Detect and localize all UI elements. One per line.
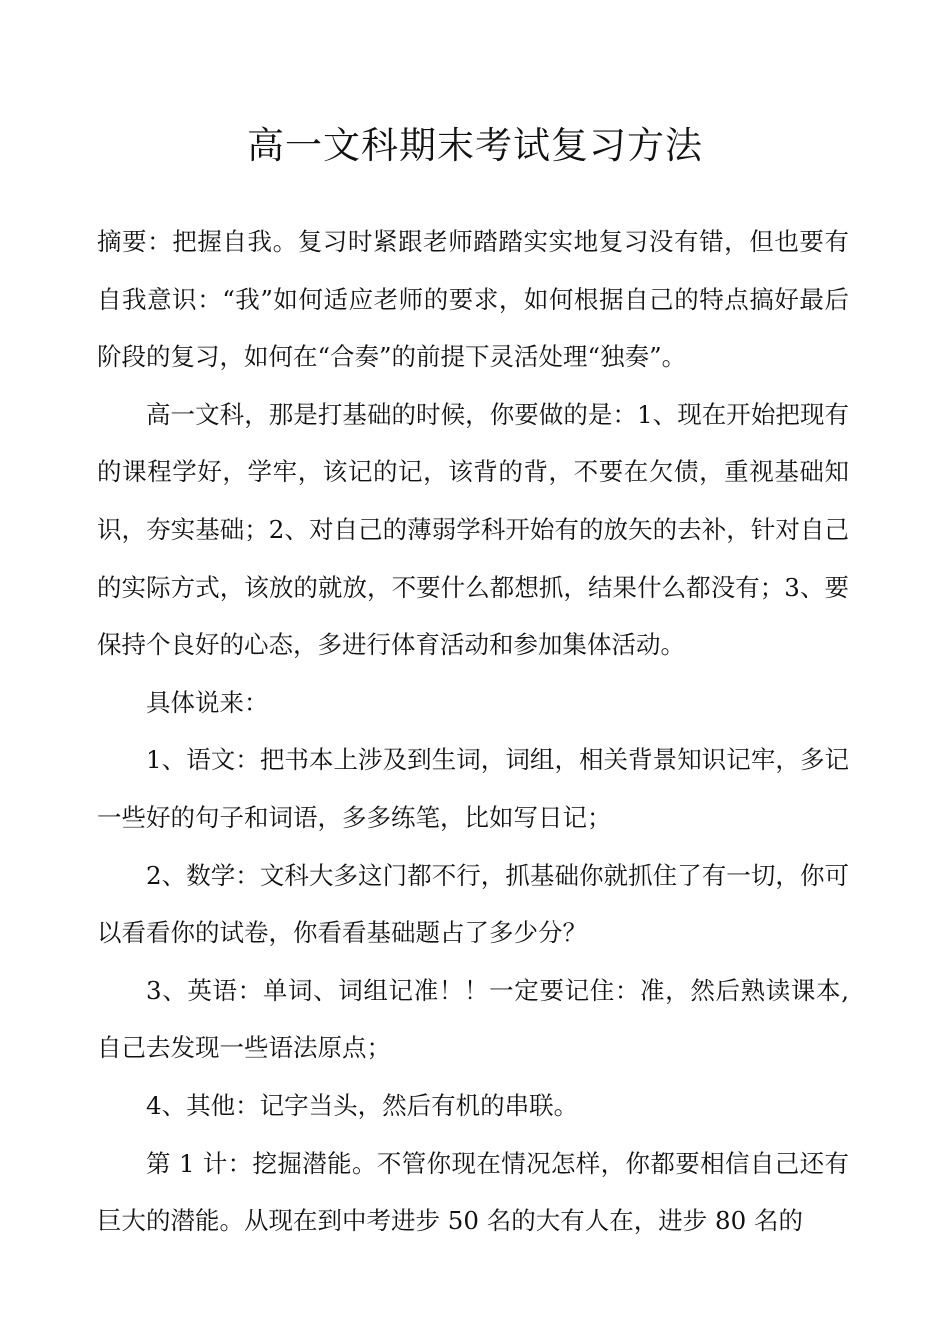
tip-one-paragraph: 第 1 计：挖掘潜能。不管你现在情况怎样，你都要相信自己还有巨大的潜能。从现在到中考进步 50 名的大有人在，进步 80 名的 [97,1148,849,1236]
other-subjects-paragraph: 4、其他：记字当头，然后有机的串联。 [146,1090,579,1120]
math-subject-paragraph: 2、数学：文科大多这门都不行，抓基础你就抓住了有一切，你可以看看你的试卷，你看看基础题占了多少分？ [97,860,849,948]
english-subject-paragraph: 3、英语：单词、词组记准！！一定要记住：准，然后熟读课本, 自己去发现一些语法原点； [97,975,849,1063]
intro-paragraph: 高一文科，那是打基础的时候，你要做的是：1、现在开始把现有的课程学好，学牢，该记的记，该背的背，不要在欠债，重视基础知识，夯实基础；2、对自己的薄弱学科开始有的放矢的去补，针对自己的实际方式，该放的就放，不要什么都想抓，结果什么都没有；3、要保持个良好的心态，多进行体育活动和参加集体活动。 [97,399,849,660]
document-title: 高一文科期末考试复习方法 [247,124,703,167]
specifics-heading-paragraph: 具体说来： [146,687,269,717]
abstract-paragraph: 摘要：把握自我。复习时紧跟老师踏踏实实地复习没有错，但也要有自我意识：“我”如何适应老师的要求，如何根据自己的特点搞好最后阶段的复习，如何在“合奏”的前提下灵活处理“独奏”。 [97,227,849,372]
chinese-subject-paragraph: 1、语文：把书本上涉及到生词，词组，相关背景知识记牢，多记一些好的句子和词语，多多练笔，比如写日记； [97,745,849,832]
document-body [97,213,849,1250]
